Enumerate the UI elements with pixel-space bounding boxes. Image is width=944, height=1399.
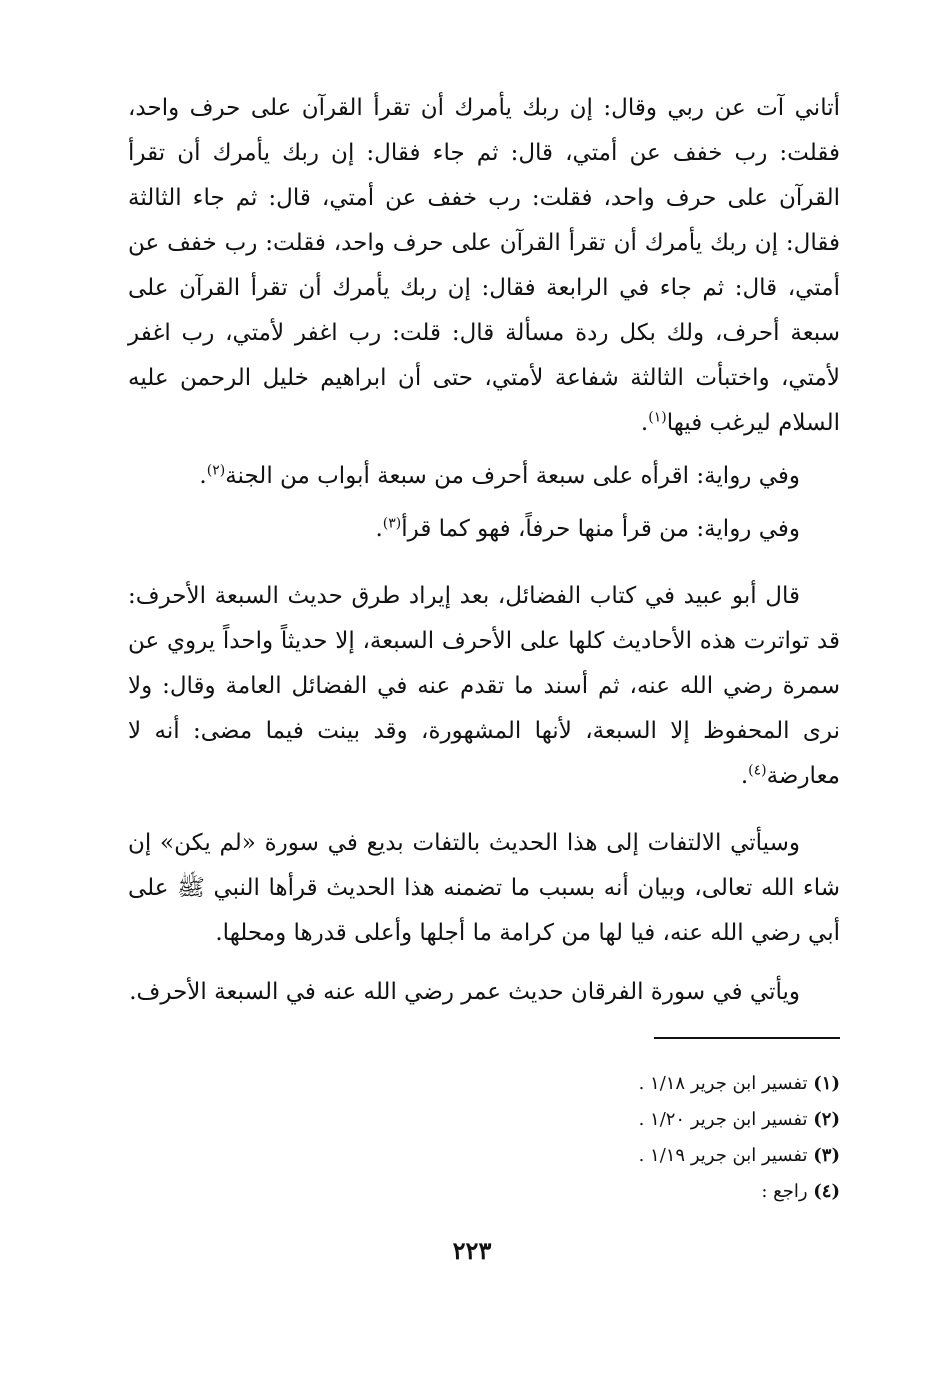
paragraph-text: ويأتي في سورة الفرقان حديث عمر رضي الله عنه في السبعة الأحرف. xyxy=(129,979,800,1005)
paragraph-narration-2 xyxy=(128,507,840,552)
footnote-text: راجع : xyxy=(761,1181,808,1202)
page-number: ٢٢٣ xyxy=(452,1236,492,1265)
footnote-reference[interactable]: (١) xyxy=(648,409,667,426)
footnote-2 xyxy=(500,1102,840,1138)
paragraph-abu-ubaid xyxy=(128,574,840,799)
paragraph-end: . xyxy=(640,410,649,436)
paragraph-furqan xyxy=(128,970,840,1015)
main-text xyxy=(128,86,840,1015)
footnote-text: تفسير ابن جرير ١/٢٠ . xyxy=(638,1109,808,1130)
footnote-4 xyxy=(500,1174,840,1210)
footnote-text: تفسير ابن جرير ١/١٨ . xyxy=(638,1073,808,1094)
footnote-number: (٢) xyxy=(813,1109,840,1130)
footnote-1 xyxy=(500,1066,840,1102)
paragraph-text: قال أبو عبيد في كتاب الفضائل، بعد إيراد طرق حديث السبعة الأحرف: قد تواترت هذه الأحاديث كلها على الأحرف السبعة، إلا حديثاً واحداً يروي عن سمرة رضي الله عنه، ثم أسند ما تقدم عنه في الفضائل العامة وقال: ولا نرى المحفوظ إلا السبعة، لأنها المشهورة، وقد بينت فيما مضى: أنه لا معارضة xyxy=(128,583,840,789)
footnote-reference[interactable]: (٤) xyxy=(748,762,767,779)
footnote-3 xyxy=(500,1138,840,1174)
paragraph-end: . xyxy=(375,516,383,542)
footnote-reference[interactable]: (٢) xyxy=(206,462,226,479)
footnote-number: (٣) xyxy=(813,1145,840,1166)
footnote-text: تفسير ابن جرير ١/١٩ . xyxy=(638,1145,808,1166)
footnote-reference[interactable]: (٣) xyxy=(382,515,402,532)
footnote-number: (١) xyxy=(813,1073,840,1094)
paragraph-lam-yakun xyxy=(128,821,840,956)
footnote-number: (٤) xyxy=(813,1181,840,1202)
paragraph-text: وفي رواية: اقرأه على سبعة أحرف من سبعة أبواب من الجنة xyxy=(225,463,800,489)
paragraph-narration-1 xyxy=(128,454,840,499)
paragraph-end: . xyxy=(199,463,207,489)
paragraph-text: وسيأتي الالتفات إلى هذا الحديث بالتفات بديع في سورة «لم يكن» إن شاء الله تعالى، وبيان أنه بسبب ما تضمنه هذا الحديث قرأها النبي ﷺ على أبي رضي الله عنه، فيا لها من كرامة ما أجلها وأعلى قدرها ومحلها. xyxy=(128,830,840,946)
paragraph-end: . xyxy=(740,763,749,789)
paragraph-hadith xyxy=(128,86,840,446)
footnotes xyxy=(500,1066,840,1210)
paragraph-text: أتاني آت عن ربي وقال: إن ربك يأمرك أن تقرأ القرآن على حرف واحد، فقلت: رب خفف عن أمتي، قال: ثم جاء فقال: إن ربك يأمرك أن تقرأ القرآن على حرف واحد، فقلت: رب خفف عن أمتي، قال: ثم جاء الثالثة فقال: إن ربك يأمرك أن تقرأ القرآن على حرف واحد، فقلت: رب خفف عن أمتي، قال: ثم جاء في الرابعة فقال: إن ربك يأمرك أن تقرأ القرآن على سبعة أحرف، ولك بكل ردة مسألة قال: قلت: رب اغفر لأمتي، رب اغفر لأمتي، واختبأت الثالثة شفاعة لأمتي، حتى أن ابراهيم خليل الرحمن عليه السلام ليرغب فيها xyxy=(128,95,840,436)
paragraph-text: وفي رواية: من قرأ منها حرفاً، فهو كما قرأ xyxy=(401,516,800,542)
footnote-divider xyxy=(654,1037,840,1039)
